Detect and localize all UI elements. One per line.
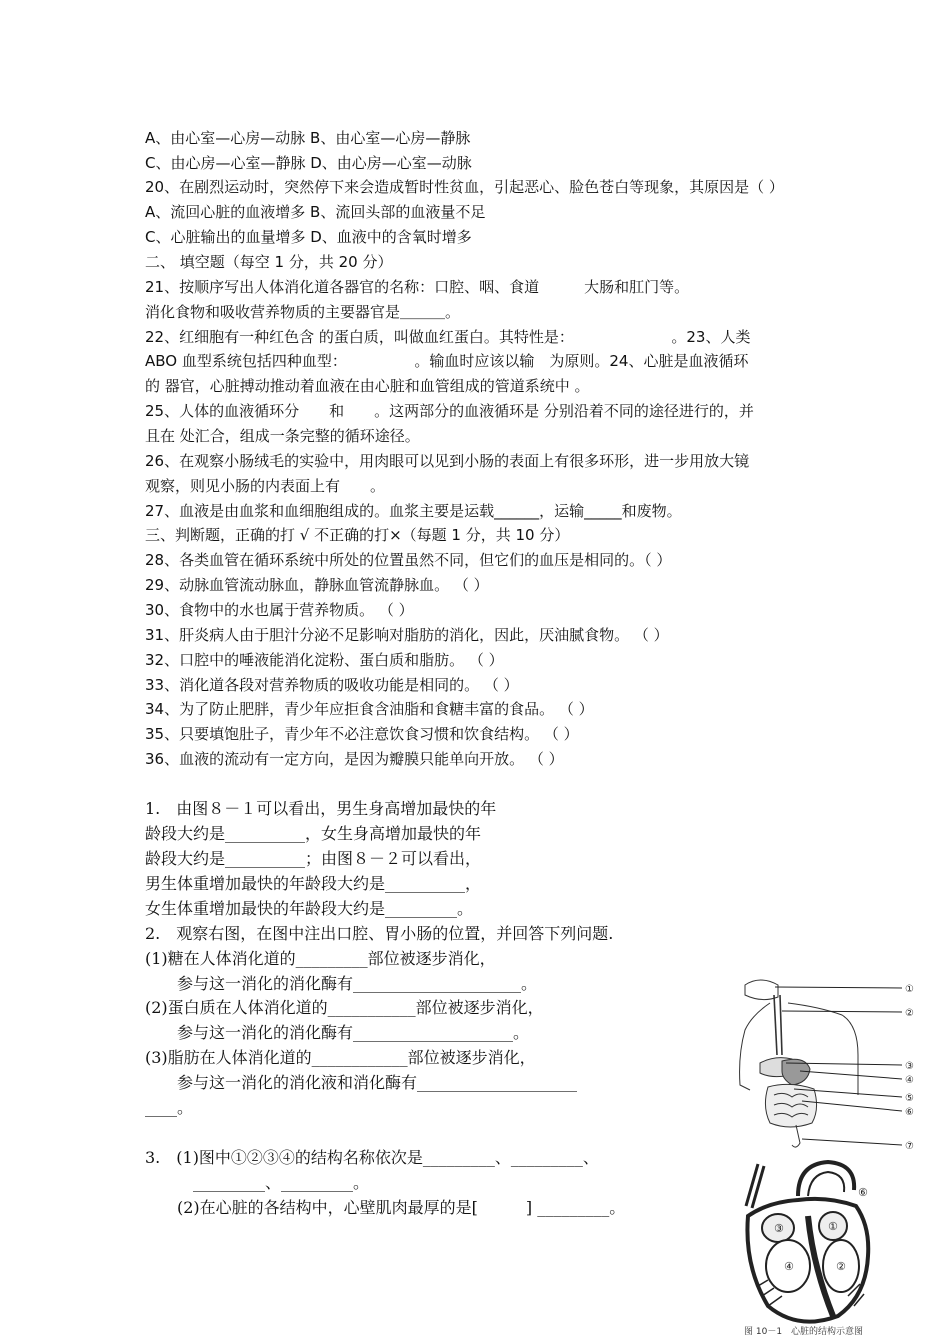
heart-label: ③ xyxy=(774,1222,784,1235)
text-line: 20、在剧烈运动时，突然停下来会造成暂时性贫血，引起恶心、脸色苍白等现象，其原因是（ ） xyxy=(145,178,784,196)
figure-label: ⑤ xyxy=(905,1093,914,1104)
text-line: ____。 xyxy=(145,1098,194,1117)
text-line: _________、_________。 xyxy=(145,1173,370,1192)
section-heading: 三、判断题，正确的打 √ 不正确的打×（每题 1 分，共 10 分） xyxy=(145,526,570,544)
text-line: C、心脏输出的血量增多 D、血液中的含氧时增多 xyxy=(145,228,472,246)
text-line: 龄段大约是__________，女生身高增加最快的年 xyxy=(145,824,482,843)
figure-label: ② xyxy=(905,1008,914,1019)
text-line: 女生体重增加最快的年龄段大约是_________。 xyxy=(145,899,474,918)
figure-label: ① xyxy=(905,984,914,995)
heart-label: ④ xyxy=(784,1260,794,1273)
text-line: (2)蛋白质在人体消化道的___________部位被逐步消化， xyxy=(145,998,544,1017)
text-line: 的 器官，心脏搏动推动着血液在由心脏和血管组成的管道系统中 。 xyxy=(145,377,590,395)
text-line: 参与这一消化的消化酶有_____________________。 xyxy=(145,974,538,993)
heart-label: ⑥ xyxy=(858,1186,868,1199)
text-line: ABO 血型系统包括四种血型： 。输血时应该以输 为原则。24、心脏是血液循环 xyxy=(145,352,749,370)
digestive-system-figure xyxy=(730,975,920,1155)
text-line: 21、按顺序写出人体消化道各器官的名称：口腔、咽、食道 大肠和肛门等。 xyxy=(145,278,690,296)
figure-label: ④ xyxy=(905,1075,914,1086)
text-line: 26、在观察小肠绒毛的实验中，用肉眼可以见到小肠的表面上有很多环形，进一步用放大镜 xyxy=(145,452,750,470)
text-line: 消化食物和吸收营养物质的主要器官是＿＿＿。 xyxy=(145,303,461,321)
text-line: 27、血液是由血浆和血细胞组成的。血浆主要是运载______，运输_____和废物。 xyxy=(145,502,682,520)
text-line: 2. 观察右图，在图中注出口腔、胃小肠的位置，并回答下列问题. xyxy=(145,924,614,943)
text-line: A、由心室—心房—动脉 B、由心室—心房—静脉 xyxy=(145,129,471,147)
heart-illustration xyxy=(738,1156,878,1341)
text-line: (1)糖在人体消化道的_________部位被逐步消化， xyxy=(145,949,496,968)
figure-label: ⑦ xyxy=(905,1141,914,1152)
text-line: (2)在心脏的各结构中，心壁肌肉最厚的是[ ] _________。 xyxy=(145,1198,626,1217)
text-line: 参与这一消化的消化液和消化酶有____________________ xyxy=(145,1073,578,1092)
text-line: 35、只要填饱肚子，青少年不必注意饮食习惯和饮食结构。 （ ） xyxy=(145,725,579,743)
text-line: 观察，则见小肠的内表面上有 。 xyxy=(145,477,386,495)
text-line: 3. (1)图中①②③④的结构名称依次是_________、_________、 xyxy=(145,1148,599,1167)
digestive-system-illustration xyxy=(730,975,920,1155)
text-line: 男生体重增加最快的年龄段大约是__________， xyxy=(145,874,482,893)
text-line: 31、肝炎病人由于胆汁分泌不足影响对脂肪的消化，因此，厌油腻食物。 （ ） xyxy=(145,626,669,644)
figure-label: ⑥ xyxy=(905,1107,914,1118)
figure-caption: 图 10－1 心脏的结构示意图 xyxy=(744,1327,864,1337)
text-line: 龄段大约是__________；由图８－２可以看出， xyxy=(145,849,482,868)
heart-label: ② xyxy=(836,1260,846,1273)
heart-label: ① xyxy=(828,1220,838,1233)
text-line: 30、食物中的水也属于营养物质。 （ ） xyxy=(145,601,414,619)
text-line: 22、红细胞有一种红色含 的蛋白质，叫做血红蛋白。其特性是： 。23、人类 xyxy=(145,328,751,346)
heart-structure-figure xyxy=(738,1156,878,1341)
text-line: 36、血液的流动有一定方向，是因为瓣膜只能单向开放。 （ ） xyxy=(145,750,564,768)
text-line: 25、人体的血液循环分 和 。这两部分的血液循环是 分别沿着不同的途径进行的，并 xyxy=(145,402,754,420)
text-line: (3)脂肪在人体消化道的____________部位被逐步消化， xyxy=(145,1048,536,1067)
text-line: 29、动脉血管流动脉血，静脉血管流静脉血。 （ ） xyxy=(145,576,489,594)
text-line: C、由心房—心室—静脉 D、由心房—心室—动脉 xyxy=(145,154,472,172)
text-line: 32、口腔中的唾液能消化淀粉、蛋白质和脂肪。 （ ） xyxy=(145,651,504,669)
text-line: 33、消化道各段对营养物质的吸收功能是相同的。 （ ） xyxy=(145,676,519,694)
figure-label: ③ xyxy=(905,1061,914,1072)
section-heading: 二、 填空题（每空 1 分，共 20 分） xyxy=(145,253,393,271)
text-line: 且在 处汇合，组成一条完整的循环途径。 xyxy=(145,427,420,445)
text-line: A、流回心脏的血液增多 B、流回头部的血液量不足 xyxy=(145,203,486,221)
text-line: 28、各类血管在循环系统中所处的位置虽然不同，但它们的血压是相同的。（ ） xyxy=(145,551,672,569)
text-line: 1. 由图８－１可以看出，男生身高增加最快的年 xyxy=(145,799,497,818)
text-line: 34、为了防止肥胖，青少年应拒食含油脂和食糖丰富的食品。 （ ） xyxy=(145,700,594,718)
text-line: 参与这一消化的消化酶有____________________。 xyxy=(145,1023,530,1042)
